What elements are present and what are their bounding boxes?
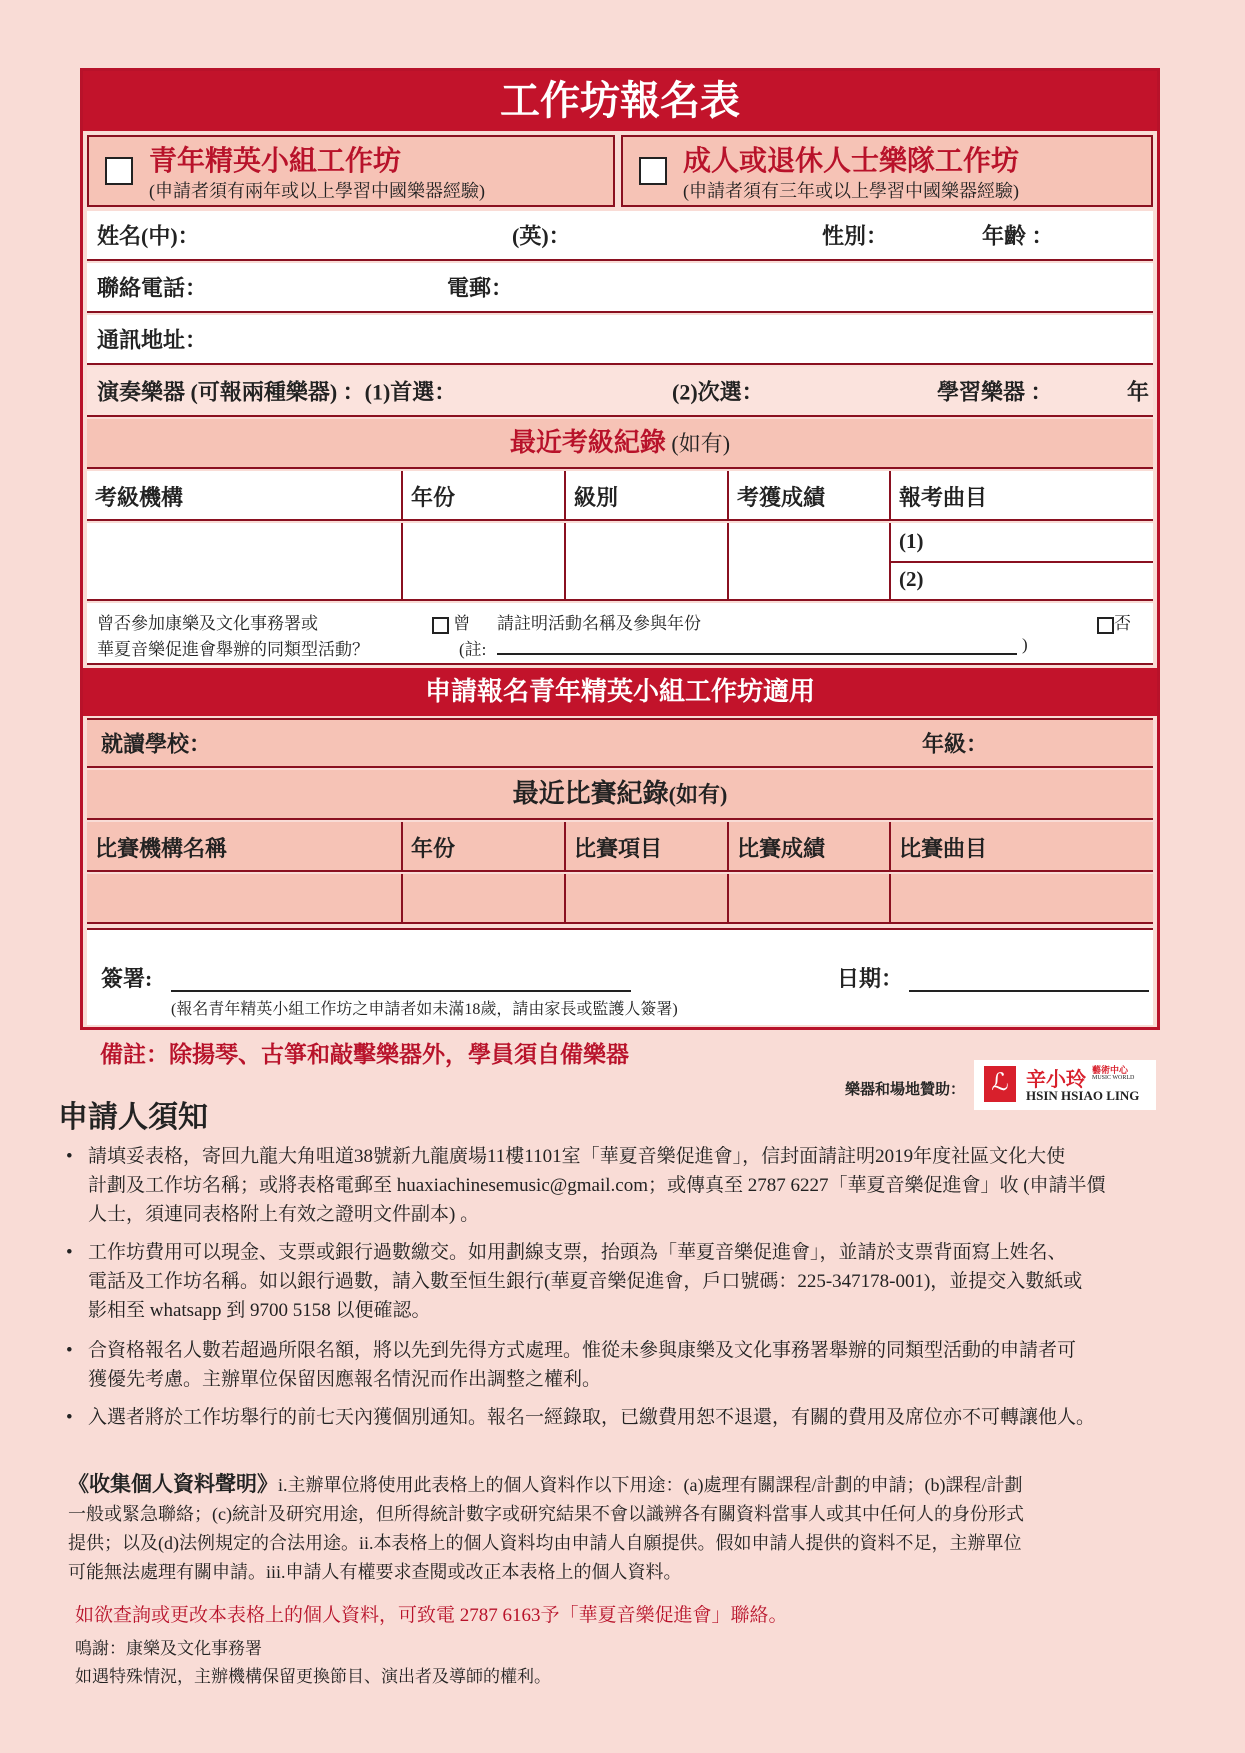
notice-item: • 入選者將於工作坊舉行的前七天內獲個別通知。報名一經錄取，已繳費用恕不退還，有關的費用及席位亦不可轉讓他人。 [66, 1407, 1096, 1428]
name-zh-label: 姓名(中)： [97, 223, 200, 249]
no-label: 否 [1114, 614, 1131, 633]
email-label: 電郵： [447, 275, 514, 301]
disclaimer: 如遇特殊情況，主辦機構保留更換節目、演出者及導師的權利。 [75, 1667, 551, 1686]
second-choice-label: (2)次選： [672, 379, 764, 405]
privacy-statement: 《收集個人資料聲明》i.主辦單位將使用此表格上的個人資料作以下用途：(a)處理有關課程/計劃的申請；(b)課程/計劃 一般或緊急聯絡；(c)統計及研究用途，但所得統計數字或研究結果不會以識辨各有關資料當事人或其中任何人的身份形式 提供；以及(d)法例規定的合法用途。ii.本表格上的個人資料均由申請人自願提供。假如申請人提供的資料不足，主辦單位 可能無法處理有關申請。iii.申請人有權要求查閱或改正本表格上的個人資料。 [68, 1472, 1024, 1582]
option-label: 青年精英小組工作坊 [149, 146, 402, 177]
youth-section-heading: 申請報名青年精英小組工作坊適用 [83, 668, 1157, 716]
address-row[interactable] [87, 315, 1153, 365]
remark-note: 備註：除揚琴、古箏和敲擊樂器外，學員須自備樂器 [100, 1042, 629, 1067]
registration-form [80, 68, 1160, 1030]
signature-note: (報名青年精英小組工作坊之申請者如未滿18歲，請由家長或監護人簽署) [171, 1001, 678, 1018]
privacy-title: 《收集個人資料聲明》 [68, 1472, 278, 1496]
logo-name-en: HSIN HSIAO LING [1026, 1088, 1140, 1103]
column-header: 比賽機構名稱 [95, 836, 228, 861]
competition-heading-text: 最近比賽紀錄 [512, 779, 669, 808]
participation-question: 曾否參加康樂及文化事務署或 [97, 614, 318, 633]
column-header: 考獲成績 [737, 485, 826, 510]
column-header: 年份 [411, 485, 456, 510]
acknowledgement: 鳴謝：康樂及文化事務署 [75, 1639, 262, 1658]
gender-label: 性別： [822, 223, 889, 249]
years-unit: 年 [1127, 379, 1150, 405]
remark-line[interactable] [497, 653, 1017, 655]
remark-label: (註: [459, 640, 487, 659]
yes-checkbox[interactable] [432, 617, 449, 634]
grade-label: 年級： [922, 731, 989, 757]
option-note: (申請者須有兩年或以上學習中國樂器經驗) [149, 181, 485, 201]
notice-heading: 申請人須知 [58, 1101, 208, 1134]
exam-table-row[interactable] [87, 523, 1153, 601]
age-label: 年齡 ： [982, 223, 1054, 249]
column-header: 級別 [574, 485, 619, 510]
address-label: 通訊地址： [97, 327, 208, 353]
competition-heading-note: (如有) [668, 782, 728, 807]
option-note: (申請者須有三年或以上學習中國樂器經驗) [683, 181, 1019, 201]
remark-close: ) [1022, 635, 1028, 654]
adult-checkbox[interactable] [639, 157, 667, 185]
yes-label: 曾 [453, 614, 471, 633]
column-header: 考級機構 [95, 485, 184, 510]
piece-2-label: (2) [899, 567, 924, 591]
participation-question: 華夏音樂促進會舉辦的同類型活動？ [97, 640, 369, 659]
logo-music: MUSIC WORLD [1092, 1075, 1135, 1081]
sponsor-logo [974, 1060, 1156, 1110]
option-adult[interactable] [621, 135, 1153, 207]
exam-heading [87, 419, 1153, 469]
signature-line[interactable] [171, 990, 631, 992]
exam-heading-note: (如有) [671, 431, 731, 456]
sponsor-label: 樂器和場地贊助： [845, 1082, 966, 1098]
privacy-contact: 如欲查詢或更改本表格上的個人資料，可致電 2787 6163予「華夏音樂促進會」聯絡。 [75, 1605, 788, 1626]
competition-table-row[interactable] [87, 874, 1153, 924]
date-label: 日期： [837, 966, 904, 991]
logo-mark-icon: ℒ [984, 1066, 1016, 1102]
yes-note: 請註明活動名稱及參與年份 [497, 614, 701, 633]
logo-name-zh: 辛小玲 [1026, 1069, 1086, 1091]
signature-label: 簽署: [101, 966, 153, 991]
name-en-label: (英)： [512, 223, 571, 249]
instrument-label: 演奏樂器 (可報兩種樂器) ：(1)首選： [97, 379, 457, 405]
phone-label: 聯絡電話： [97, 275, 208, 301]
school-row[interactable] [87, 718, 1153, 768]
exam-table-header [87, 471, 1153, 521]
notice-item: • 請填妥表格，寄回九龍大角咀道38號新九龍廣場11樓1101室「華夏音樂促進會」，信封面請註明2019年度社區文化大使 計劃及工作坊名稱；或將表格電郵至 huaxiachinesemusic@gmail.com；或傳真至 2787 6227「華夏音樂促進會」收 (申請半價 人士，須連同表格附上有效之證明文件副本) 。 [66, 1146, 1106, 1225]
logo-sub: 藝術中心 [1092, 1065, 1129, 1075]
column-header: 比賽曲目 [899, 836, 988, 861]
notice-item: • 工作坊費用可以現金、支票或銀行過數繳交。如用劃線支票，抬頭為「華夏音樂促進會」，並請於支票背面寫上姓名、 電話及工作坊名稱。如以銀行過數，請入數至恒生銀行(華夏音樂促進會，戶口號碼：225-347178-001)，並提交入數紙或 影相至 whatsapp 到 9700 5158 以便確認。 [66, 1242, 1083, 1321]
contact-row[interactable] [87, 263, 1153, 313]
column-header: 年份 [411, 836, 456, 861]
option-youth[interactable] [87, 135, 615, 207]
exam-heading-text: 最近考級紀錄 [509, 428, 666, 457]
school-label: 就讀學校： [101, 731, 212, 757]
youth-checkbox[interactable] [105, 157, 133, 185]
column-header: 報考曲目 [899, 485, 988, 510]
name-row[interactable] [87, 211, 1153, 261]
signature-row[interactable] [87, 928, 1153, 1025]
competition-table-header [87, 822, 1153, 872]
column-header: 比賽項目 [574, 836, 663, 861]
piece-1-label: (1) [899, 529, 924, 553]
date-line[interactable] [909, 990, 1149, 992]
years-label: 學習樂器 ： [937, 379, 1053, 405]
column-header: 比賽成績 [737, 836, 826, 861]
instrument-row[interactable] [87, 367, 1153, 417]
form-title: 工作坊報名表 [83, 71, 1157, 131]
notice-item: • 合資格報名人數若超過所限名額，將以先到先得方式處理。惟從未參與康樂及文化事務署舉辦的同類型活動的申請者可 獲優先考慮。主辦單位保留因應報名情況而作出調整之權利。 [66, 1340, 1077, 1390]
competition-heading [87, 770, 1153, 820]
no-checkbox[interactable] [1097, 617, 1114, 634]
option-label: 成人或退休人士樂隊工作坊 [683, 146, 1020, 177]
participation-row[interactable] [87, 603, 1153, 665]
